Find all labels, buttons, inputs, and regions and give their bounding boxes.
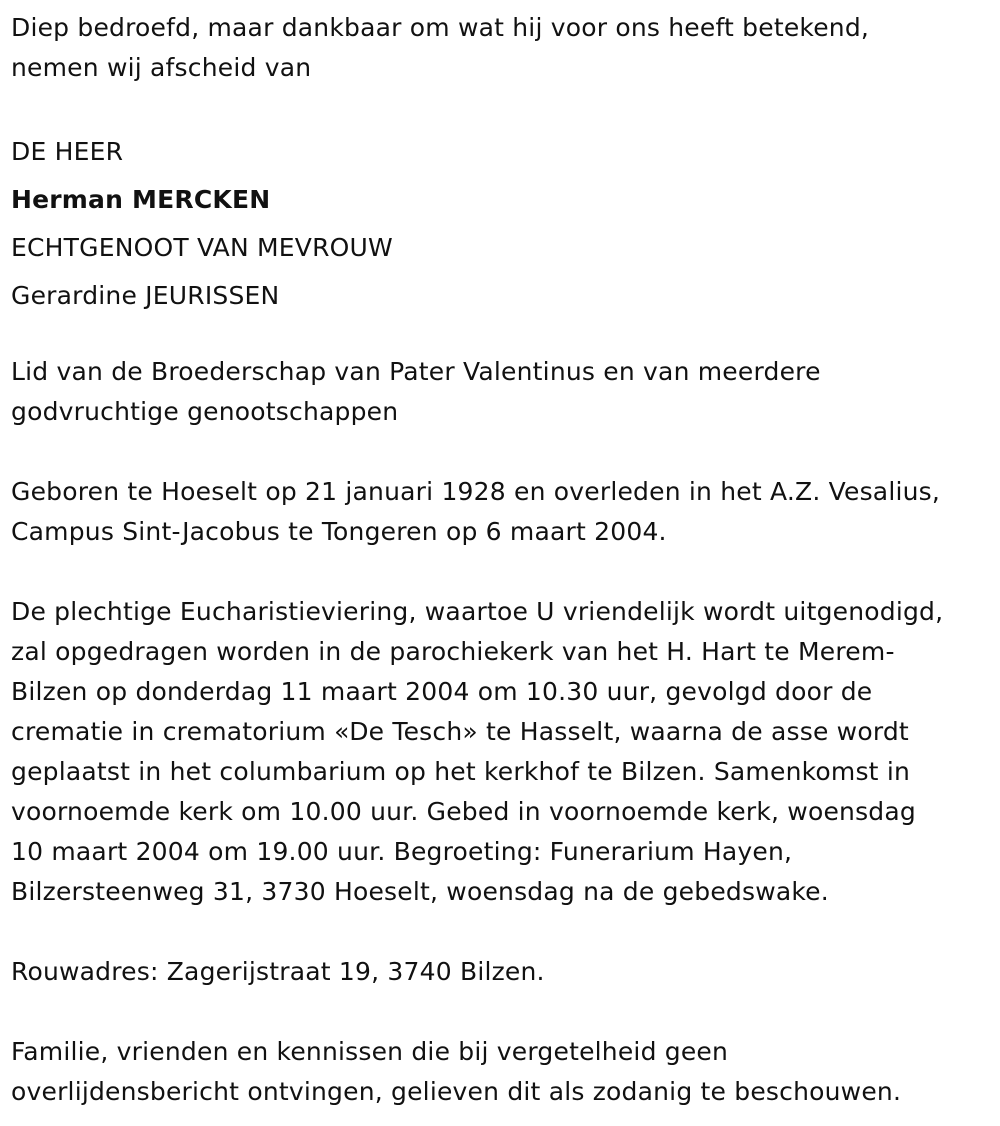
membership-line: godvruchtige genootschappen <box>11 397 399 426</box>
spacer <box>11 320 996 352</box>
spacer <box>11 552 996 592</box>
birth-death-line: Geboren te Hoeselt op 21 januari 1928 en overleden in het A.Z. Vesalius, <box>11 477 941 506</box>
spouse-name: Gerardine JEURISSEN <box>11 281 280 310</box>
deceased-name: Herman MERCKEN <box>11 185 271 214</box>
death-notice <box>11 8 996 1112</box>
intro-line: nemen wij afscheid van <box>11 53 312 82</box>
ceremony-paragraph <box>11 592 996 912</box>
birth-death-paragraph <box>11 472 996 552</box>
ceremony-line: crematie in crematorium «De Tesch» te Hasselt, waarna de asse wordt <box>11 717 909 746</box>
spacer <box>11 992 996 1032</box>
intro-line: Diep bedroefd, maar dankbaar om wat hij voor ons heeft betekend, <box>11 13 870 42</box>
birth-death-line: Campus Sint-Jacobus te Tongeren op 6 maart 2004. <box>11 517 667 546</box>
spacer <box>11 88 996 128</box>
ceremony-line: voornoemde kerk om 10.00 uur. Gebed in voornoemde kerk, woensdag <box>11 797 916 826</box>
closing-line: Familie, vrienden en kennissen die bij vergetelheid geen <box>11 1037 729 1066</box>
mourning-address: Rouwadres: Zagerijstraat 19, 3740 Bilzen. <box>11 957 545 986</box>
membership-line: Lid van de Broederschap van Pater Valentinus en van meerdere <box>11 357 821 386</box>
ceremony-line: zal opgedragen worden in de parochiekerk van het H. Hart te Merem- <box>11 637 895 666</box>
ceremony-line: 10 maart 2004 om 19.00 uur. Begroeting: Funerarium Hayen, <box>11 837 793 866</box>
spouse-relation: ECHTGENOOT VAN MEVROUW <box>11 233 393 262</box>
address-paragraph <box>11 952 996 992</box>
closing-paragraph <box>11 1032 996 1112</box>
closing-line: overlijdensbericht ontvingen, gelieven dit als zodanig te beschouwen. <box>11 1077 902 1106</box>
honorific: DE HEER <box>11 137 124 166</box>
intro-paragraph <box>11 8 996 88</box>
ceremony-line: De plechtige Eucharistieviering, waartoe U vriendelijk wordt uitgenodigd, <box>11 597 944 626</box>
ceremony-line: Bilzen op donderdag 11 maart 2004 om 10.30 uur, gevolgd door de <box>11 677 873 706</box>
spacer <box>11 432 996 472</box>
ceremony-line: Bilzersteenweg 31, 3730 Hoeselt, woensdag na de gebedswake. <box>11 877 829 906</box>
membership-paragraph <box>11 352 996 432</box>
ceremony-line: geplaatst in het columbarium op het kerkhof te Bilzen. Samenkomst in <box>11 757 911 786</box>
deceased-block <box>11 128 996 320</box>
spacer <box>11 912 996 952</box>
